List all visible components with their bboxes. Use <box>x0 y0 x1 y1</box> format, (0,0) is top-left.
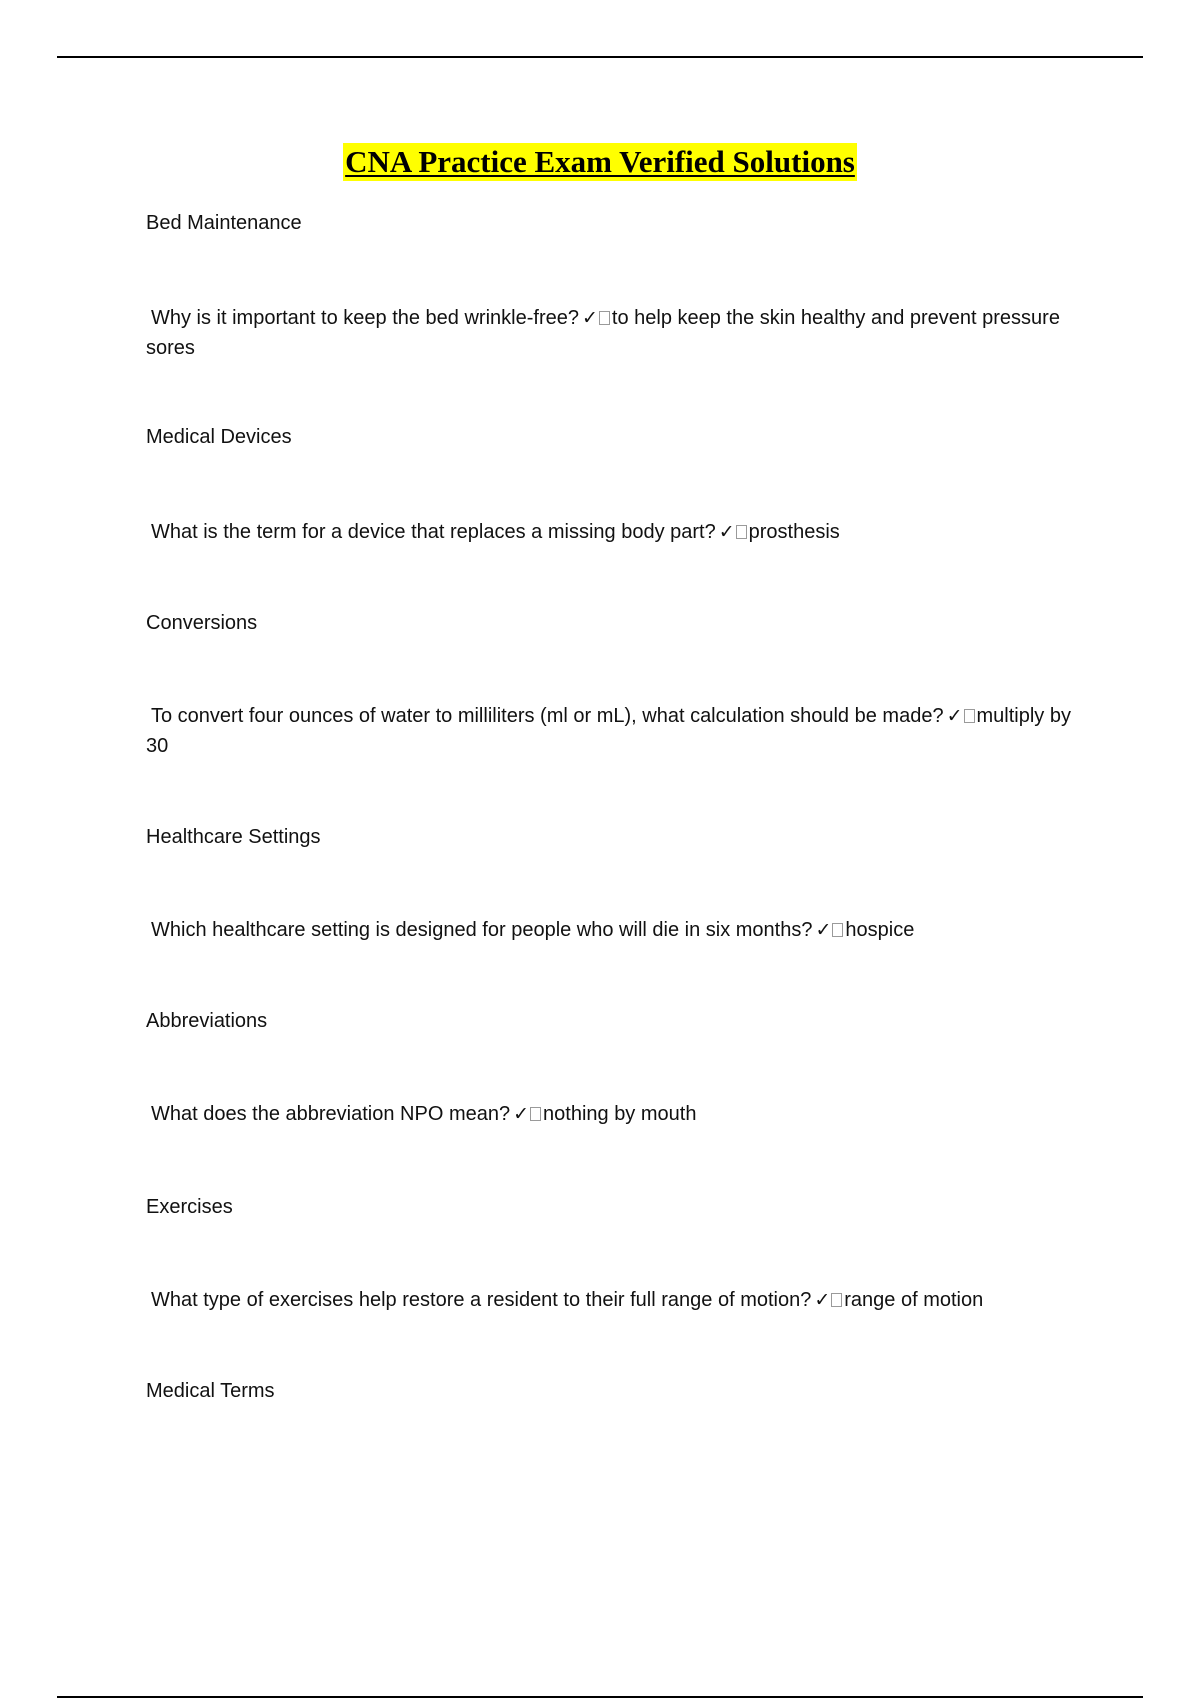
answer-text: range of motion <box>844 1289 984 1311</box>
answer-text: prosthesis <box>748 521 840 543</box>
title-container <box>0 143 1200 181</box>
answer-text: hospice <box>845 919 915 941</box>
missing-glyph-box-icon <box>599 311 610 325</box>
missing-glyph-box-icon <box>964 709 975 723</box>
qa-abbreviations <box>146 1099 1096 1129</box>
check-mark-icon: ✓ <box>513 1103 530 1125</box>
qa-medical-devices <box>146 517 1096 547</box>
page-title: CNA Practice Exam Verified Solutions <box>345 144 855 179</box>
section-heading-medical-devices: Medical Devices <box>146 426 292 448</box>
check-mark-icon: ✓ <box>718 521 735 543</box>
section-heading-conversions: Conversions <box>146 612 258 634</box>
top-rule <box>57 56 1143 58</box>
check-mark-icon: ✓ <box>815 919 832 941</box>
question-text: To convert four ounces of water to milliliters (ml or mL), what calculation should be made? <box>151 705 944 727</box>
check-mark-icon: ✓ <box>946 705 963 727</box>
answer-text: to help keep the skin healthy and prevent pressure sores <box>146 307 1060 359</box>
missing-glyph-box-icon <box>530 1107 541 1121</box>
question-text: Which healthcare setting is designed for people who will die in six months? <box>151 919 813 941</box>
check-mark-icon: ✓ <box>814 1289 831 1311</box>
question-text: What type of exercises help restore a resident to their full range of motion? <box>151 1289 812 1311</box>
qa-bed-maintenance <box>146 303 1096 363</box>
answer-text: nothing by mouth <box>543 1103 697 1125</box>
qa-conversions <box>146 701 1096 761</box>
bottom-rule <box>57 1696 1143 1698</box>
check-mark-icon: ✓ <box>581 307 598 329</box>
question-text: What does the abbreviation NPO mean? <box>151 1103 511 1125</box>
missing-glyph-box-icon <box>736 525 747 539</box>
answer-text: multiply by 30 <box>146 705 1071 757</box>
section-heading-healthcare-settings: Healthcare Settings <box>146 826 321 848</box>
qa-exercises <box>146 1285 1096 1315</box>
missing-glyph-box-icon <box>832 923 843 937</box>
section-heading-medical-terms: Medical Terms <box>146 1380 275 1402</box>
missing-glyph-box-icon <box>831 1293 842 1307</box>
question-text: What is the term for a device that replaces a missing body part? <box>151 521 716 543</box>
section-heading-exercises: Exercises <box>146 1196 233 1218</box>
section-heading-bed-maintenance: Bed Maintenance <box>146 212 302 234</box>
question-text: Why is it important to keep the bed wrinkle-free? <box>151 307 579 329</box>
section-heading-abbreviations: Abbreviations <box>146 1010 268 1032</box>
qa-healthcare-settings <box>146 915 1096 945</box>
